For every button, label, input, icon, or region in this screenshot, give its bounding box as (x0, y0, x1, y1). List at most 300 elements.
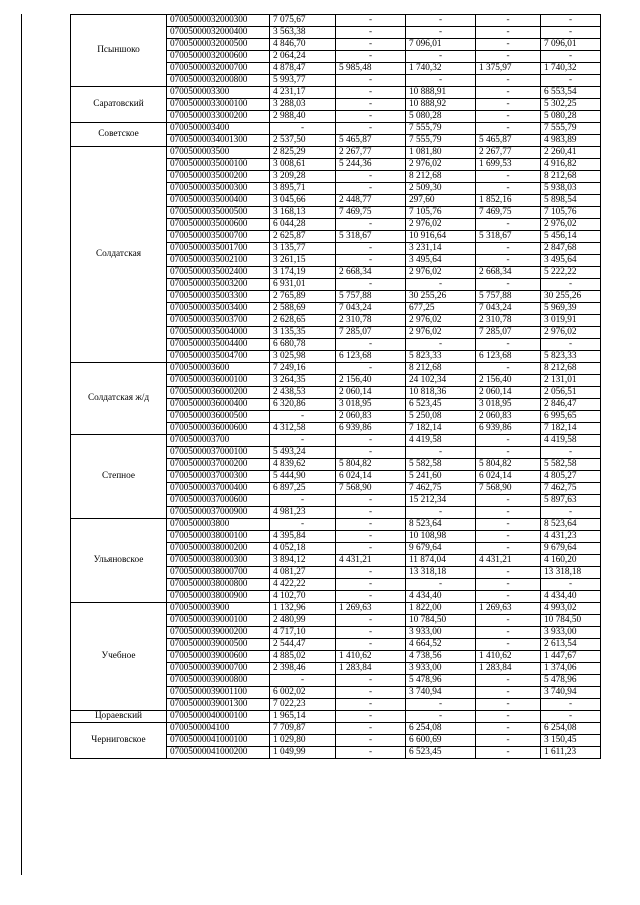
value-cell: 5 465,87 (476, 135, 541, 147)
value-cell: 9 679,64 (541, 543, 601, 555)
settlement-name: Саратовский (71, 87, 167, 123)
value-cell: 1 375,97 (476, 63, 541, 75)
value-cell: 3 019,91 (541, 315, 601, 327)
cadastral-quarter-code: 07005000035000100 (167, 159, 270, 171)
value-cell: 3 150,45 (541, 735, 601, 747)
value-cell: - (476, 87, 541, 99)
value-cell: 6 123,68 (336, 351, 406, 363)
value-cell: - (336, 255, 406, 267)
value-cell: 2 267,77 (476, 147, 541, 159)
value-cell: 3 933,00 (541, 627, 601, 639)
value-cell: 5 478,96 (541, 675, 601, 687)
value-cell: - (541, 51, 601, 63)
value-cell: 2 825,29 (270, 147, 336, 159)
cadastral-quarter-code: 07005000035004700 (167, 351, 270, 363)
settlement-name: Солдатская ж/д (71, 363, 167, 435)
value-cell: - (541, 75, 601, 87)
value-cell: - (541, 339, 601, 351)
value-cell: 1 699,53 (476, 159, 541, 171)
value-cell: - (270, 495, 336, 507)
value-cell: - (406, 579, 476, 591)
value-cell: - (336, 627, 406, 639)
value-cell: 8 523,64 (406, 519, 476, 531)
value-cell: - (476, 123, 541, 135)
value-cell: - (476, 735, 541, 747)
value-cell: 4 434,40 (406, 591, 476, 603)
value-cell: 2 625,87 (270, 231, 336, 243)
value-cell: 2 060,14 (336, 387, 406, 399)
cadastral-quarter-code: 07005000032000400 (167, 27, 270, 39)
value-cell: 4 419,58 (541, 435, 601, 447)
value-cell: 8 212,68 (406, 363, 476, 375)
value-cell: 4 160,20 (541, 555, 601, 567)
value-cell: 2 056,51 (541, 387, 601, 399)
table-row (71, 87, 601, 99)
value-cell: 2 765,89 (270, 291, 336, 303)
table-body (71, 15, 601, 759)
value-cell: 7 462,75 (541, 483, 601, 495)
value-cell: 5 318,67 (336, 231, 406, 243)
value-cell: - (476, 519, 541, 531)
cadastral-quarter-code: 07005000035003700 (167, 315, 270, 327)
value-cell: 7 555,79 (406, 123, 476, 135)
value-cell: 4 717,10 (270, 627, 336, 639)
value-cell: - (476, 15, 541, 27)
value-cell: 15 212,34 (406, 495, 476, 507)
value-cell: - (336, 723, 406, 735)
value-cell: - (336, 363, 406, 375)
value-cell: 3 018,95 (336, 399, 406, 411)
value-cell: 7 043,24 (336, 303, 406, 315)
cadastral-quarter-code: 07005000039000800 (167, 675, 270, 687)
settlement-name: Ульяновское (71, 519, 167, 603)
value-cell: - (476, 591, 541, 603)
cadastral-quarter-code: 07005000037000900 (167, 507, 270, 519)
cadastral-quarter-code: 0700500003700 (167, 435, 270, 447)
value-cell: 8 212,68 (406, 171, 476, 183)
value-cell: 1 283,84 (476, 663, 541, 675)
value-cell: 2 976,02 (406, 159, 476, 171)
value-cell: 7 182,14 (406, 423, 476, 435)
cadastral-quarter-code: 07005000037000100 (167, 447, 270, 459)
cadastral-quarter-code: 07005000038000700 (167, 567, 270, 579)
value-cell: 5 250,08 (406, 411, 476, 423)
value-cell: 7 462,75 (406, 483, 476, 495)
value-cell: 13 318,18 (541, 567, 601, 579)
value-cell: - (476, 339, 541, 351)
value-cell: - (476, 183, 541, 195)
value-cell: 5 993,77 (270, 75, 336, 87)
value-cell: 7 096,01 (406, 39, 476, 51)
cadastral-quarter-code: 0700500003800 (167, 519, 270, 531)
value-cell: 1 049,99 (270, 747, 336, 759)
value-cell: - (476, 171, 541, 183)
value-cell: 3 740,94 (541, 687, 601, 699)
value-cell: - (336, 699, 406, 711)
value-cell: 6 254,08 (541, 723, 601, 735)
value-cell: 4 422,22 (270, 579, 336, 591)
value-cell: 30 255,26 (406, 291, 476, 303)
value-cell: - (270, 435, 336, 447)
value-cell: 8 523,64 (541, 519, 601, 531)
value-cell: - (406, 699, 476, 711)
value-cell: 2 448,77 (336, 195, 406, 207)
value-cell: - (476, 579, 541, 591)
value-cell: 5 969,39 (541, 303, 601, 315)
table-row (71, 723, 601, 735)
value-cell: 6 123,68 (476, 351, 541, 363)
value-cell: 7 469,75 (476, 207, 541, 219)
value-cell: 13 318,18 (406, 567, 476, 579)
value-cell: 4 419,58 (406, 435, 476, 447)
value-cell: 2 060,14 (476, 387, 541, 399)
value-cell: 10 888,92 (406, 99, 476, 111)
value-cell: - (336, 339, 406, 351)
value-cell: 1 410,62 (336, 651, 406, 663)
value-cell: 30 255,26 (541, 291, 601, 303)
value-cell: 3 174,19 (270, 267, 336, 279)
value-cell: 4 846,70 (270, 39, 336, 51)
value-cell: 7 105,76 (541, 207, 601, 219)
value-cell: 5 804,82 (476, 459, 541, 471)
value-cell: 6 044,28 (270, 219, 336, 231)
value-cell: - (541, 579, 601, 591)
cadastral-quarter-code: 07005000033000200 (167, 111, 270, 123)
value-cell: 4 431,23 (541, 531, 601, 543)
value-cell: 4 916,82 (541, 159, 601, 171)
value-cell: 4 981,23 (270, 507, 336, 519)
value-cell: - (336, 75, 406, 87)
cadastral-quarter-code: 07005000035004000 (167, 327, 270, 339)
value-cell: 7 182,14 (541, 423, 601, 435)
value-cell: 3 563,38 (270, 27, 336, 39)
value-cell: 10 888,91 (406, 87, 476, 99)
cadastral-quarter-code: 07005000032000500 (167, 39, 270, 51)
value-cell: 24 102,34 (406, 375, 476, 387)
cadastral-value-table (70, 14, 601, 759)
value-cell: 4 431,21 (476, 555, 541, 567)
value-cell: - (336, 123, 406, 135)
cadastral-quarter-code: 07005000035000200 (167, 171, 270, 183)
value-cell: - (336, 219, 406, 231)
value-cell: 5 444,90 (270, 471, 336, 483)
value-cell: 4 231,17 (270, 87, 336, 99)
value-cell: - (476, 711, 541, 723)
value-cell: - (336, 447, 406, 459)
cadastral-quarter-code: 07005000035003300 (167, 291, 270, 303)
value-cell: 4 312,58 (270, 423, 336, 435)
value-cell: 3 495,64 (541, 255, 601, 267)
value-cell: 5 582,58 (541, 459, 601, 471)
value-cell: 3 740,94 (406, 687, 476, 699)
value-cell: - (476, 51, 541, 63)
value-cell: 7 568,90 (476, 483, 541, 495)
value-cell: - (336, 435, 406, 447)
value-cell: - (270, 519, 336, 531)
value-cell: 6 897,25 (270, 483, 336, 495)
cadastral-quarter-code: 07005000035004400 (167, 339, 270, 351)
value-cell: 8 212,68 (541, 171, 601, 183)
left-margin-rule (21, 14, 22, 875)
value-cell: 1 611,23 (541, 747, 601, 759)
settlement-name: Цораевский (71, 711, 167, 723)
settlement-name: Советское (71, 123, 167, 147)
cadastral-quarter-code: 07005000035002100 (167, 255, 270, 267)
table-row (71, 603, 601, 615)
value-cell: - (476, 39, 541, 51)
value-cell: - (406, 51, 476, 63)
cadastral-quarter-code: 0700500004100 (167, 723, 270, 735)
value-cell: - (336, 615, 406, 627)
value-cell: 1 410,62 (476, 651, 541, 663)
value-cell: 6 024,14 (336, 471, 406, 483)
value-cell: 4 664,52 (406, 639, 476, 651)
value-cell: - (336, 495, 406, 507)
cadastral-quarter-code: 07005000040000100 (167, 711, 270, 723)
value-cell: 3 261,15 (270, 255, 336, 267)
cadastral-quarter-code: 07005000036000500 (167, 411, 270, 423)
cadastral-quarter-code: 07005000037000400 (167, 483, 270, 495)
value-cell: - (476, 243, 541, 255)
value-cell: - (336, 279, 406, 291)
value-cell: 2 976,02 (406, 219, 476, 231)
value-cell: 2 310,78 (336, 315, 406, 327)
value-cell: 7 285,07 (476, 327, 541, 339)
value-cell: 6 553,54 (541, 87, 601, 99)
value-cell: 6 995,65 (541, 411, 601, 423)
cadastral-quarter-code: 07005000041000200 (167, 747, 270, 759)
value-cell: - (476, 675, 541, 687)
table-row (71, 711, 601, 723)
value-cell: 2 976,02 (406, 327, 476, 339)
value-cell: - (336, 519, 406, 531)
value-cell: 10 784,50 (406, 615, 476, 627)
table-row (71, 363, 601, 375)
value-cell: 3 025,98 (270, 351, 336, 363)
value-cell: 5 465,87 (336, 135, 406, 147)
value-cell: 4 052,18 (270, 543, 336, 555)
value-cell: 5 804,82 (336, 459, 406, 471)
value-cell: - (476, 27, 541, 39)
value-cell: 2 131,01 (541, 375, 601, 387)
value-cell: 6 600,69 (406, 735, 476, 747)
value-cell: 7 043,24 (476, 303, 541, 315)
value-cell: 3 264,35 (270, 375, 336, 387)
value-cell: - (336, 51, 406, 63)
cadastral-quarter-code: 07005000032000600 (167, 51, 270, 63)
cadastral-quarter-code: 07005000035001700 (167, 243, 270, 255)
cadastral-quarter-code: 07005000034001300 (167, 135, 270, 147)
value-cell: 1 283,84 (336, 663, 406, 675)
value-cell: 2 438,53 (270, 387, 336, 399)
value-cell: 2 668,34 (336, 267, 406, 279)
value-cell: 1 132,96 (270, 603, 336, 615)
value-cell: - (406, 711, 476, 723)
value-cell: 5 757,88 (336, 291, 406, 303)
cadastral-quarter-code: 07005000036000400 (167, 399, 270, 411)
value-cell: 1 081,80 (406, 147, 476, 159)
value-cell: 3 018,95 (476, 399, 541, 411)
cadastral-quarter-code: 0700500003900 (167, 603, 270, 615)
value-cell: - (476, 219, 541, 231)
cadastral-quarter-code: 07005000037000300 (167, 471, 270, 483)
value-cell: - (406, 507, 476, 519)
value-cell: - (336, 183, 406, 195)
value-cell: - (336, 87, 406, 99)
value-cell: - (270, 675, 336, 687)
value-cell: 2 976,02 (406, 315, 476, 327)
settlement-name: Степное (71, 435, 167, 519)
value-cell: 4 805,27 (541, 471, 601, 483)
value-cell: 2 668,34 (476, 267, 541, 279)
value-cell: 2 156,40 (476, 375, 541, 387)
value-cell: 2 310,78 (476, 315, 541, 327)
value-cell: 10 108,98 (406, 531, 476, 543)
cadastral-quarter-code: 07005000035003200 (167, 279, 270, 291)
cadastral-quarter-code: 07005000039001300 (167, 699, 270, 711)
value-cell: 6 523,45 (406, 399, 476, 411)
value-cell: 9 679,64 (406, 543, 476, 555)
value-cell: 4 878,47 (270, 63, 336, 75)
value-cell: 1 374,06 (541, 663, 601, 675)
value-cell: - (476, 543, 541, 555)
value-cell: 6 024,14 (476, 471, 541, 483)
value-cell: 3 045,66 (270, 195, 336, 207)
value-cell: 5 456,14 (541, 231, 601, 243)
value-cell: 6 254,08 (406, 723, 476, 735)
cadastral-quarter-code: 07005000036000200 (167, 387, 270, 399)
table-row (71, 15, 601, 27)
value-cell: - (336, 543, 406, 555)
value-cell: - (406, 339, 476, 351)
value-cell: - (270, 123, 336, 135)
value-cell: 5 080,28 (406, 111, 476, 123)
value-cell: 5 823,33 (406, 351, 476, 363)
value-cell: 2 847,68 (541, 243, 601, 255)
value-cell: - (476, 75, 541, 87)
cadastral-quarter-code: 0700500003400 (167, 123, 270, 135)
cadastral-quarter-code: 07005000038000300 (167, 555, 270, 567)
value-cell: 4 102,70 (270, 591, 336, 603)
value-cell: 297,60 (406, 195, 476, 207)
value-cell: 2 628,65 (270, 315, 336, 327)
value-cell: - (476, 567, 541, 579)
cadastral-quarter-code: 07005000038000900 (167, 591, 270, 603)
value-cell: 2 544,47 (270, 639, 336, 651)
cadastral-quarter-code: 07005000035000700 (167, 231, 270, 243)
cadastral-quarter-code: 07005000032000700 (167, 63, 270, 75)
value-cell: 6 002,02 (270, 687, 336, 699)
value-cell: 4 885,02 (270, 651, 336, 663)
value-cell: 1 740,32 (541, 63, 601, 75)
value-cell: 1 269,63 (336, 603, 406, 615)
cadastral-quarter-code: 07005000035002400 (167, 267, 270, 279)
value-cell: - (476, 447, 541, 459)
value-cell: 7 022,23 (270, 699, 336, 711)
value-cell: - (476, 99, 541, 111)
value-cell: 1 447,67 (541, 651, 601, 663)
value-cell: - (406, 75, 476, 87)
value-cell: - (336, 171, 406, 183)
value-cell: 4 434,40 (541, 591, 601, 603)
value-cell: - (336, 111, 406, 123)
value-cell: 1 269,63 (476, 603, 541, 615)
value-cell: 5 582,58 (406, 459, 476, 471)
value-cell: 10 916,64 (406, 231, 476, 243)
value-cell: 2 064,24 (270, 51, 336, 63)
value-cell: - (336, 747, 406, 759)
value-cell: 2 588,69 (270, 303, 336, 315)
value-cell: 3 895,71 (270, 183, 336, 195)
cadastral-quarter-code: 07005000039000100 (167, 615, 270, 627)
cadastral-quarter-code: 07005000037000600 (167, 495, 270, 507)
table-row (71, 435, 601, 447)
value-cell: - (476, 363, 541, 375)
value-cell: - (476, 255, 541, 267)
cadastral-quarter-code: 0700500003500 (167, 147, 270, 159)
table-row (71, 147, 601, 159)
cadastral-quarter-code: 07005000039000500 (167, 639, 270, 651)
value-cell: - (336, 243, 406, 255)
value-cell: - (476, 279, 541, 291)
cadastral-quarter-code: 07005000038000100 (167, 531, 270, 543)
cadastral-quarter-code: 07005000038000800 (167, 579, 270, 591)
value-cell: - (541, 711, 601, 723)
value-cell: - (476, 615, 541, 627)
value-cell: 7 568,90 (336, 483, 406, 495)
value-cell: 5 478,96 (406, 675, 476, 687)
value-cell: - (336, 639, 406, 651)
value-cell: 4 839,62 (270, 459, 336, 471)
value-cell: 2 480,99 (270, 615, 336, 627)
value-cell: 3 495,64 (406, 255, 476, 267)
value-cell: - (476, 531, 541, 543)
value-cell: - (336, 591, 406, 603)
value-cell: 1 852,16 (476, 195, 541, 207)
value-cell: 2 267,77 (336, 147, 406, 159)
value-cell: 4 081,27 (270, 567, 336, 579)
value-cell: 3 288,03 (270, 99, 336, 111)
value-cell: 2 509,30 (406, 183, 476, 195)
value-cell: 4 431,21 (336, 555, 406, 567)
value-cell: 3 135,77 (270, 243, 336, 255)
value-cell: - (476, 111, 541, 123)
value-cell: - (406, 447, 476, 459)
value-cell: 5 241,60 (406, 471, 476, 483)
value-cell: 11 874,04 (406, 555, 476, 567)
cadastral-quarter-code: 07005000039000200 (167, 627, 270, 639)
value-cell: 7 096,01 (541, 39, 601, 51)
value-cell: 5 222,22 (541, 267, 601, 279)
cadastral-quarter-code: 07005000036000600 (167, 423, 270, 435)
settlement-name: Черниговское (71, 723, 167, 759)
value-cell: - (476, 639, 541, 651)
value-cell: 5 897,63 (541, 495, 601, 507)
cadastral-quarter-code: 07005000035003400 (167, 303, 270, 315)
value-cell: 2 613,54 (541, 639, 601, 651)
table-row (71, 123, 601, 135)
value-cell: - (476, 507, 541, 519)
value-cell: - (476, 687, 541, 699)
value-cell: 10 818,36 (406, 387, 476, 399)
value-cell: 6 680,78 (270, 339, 336, 351)
value-cell: 4 395,84 (270, 531, 336, 543)
value-cell: - (476, 747, 541, 759)
value-cell: 7 709,87 (270, 723, 336, 735)
value-cell: - (336, 507, 406, 519)
value-cell: 7 469,75 (336, 207, 406, 219)
value-cell: 3 933,00 (406, 627, 476, 639)
